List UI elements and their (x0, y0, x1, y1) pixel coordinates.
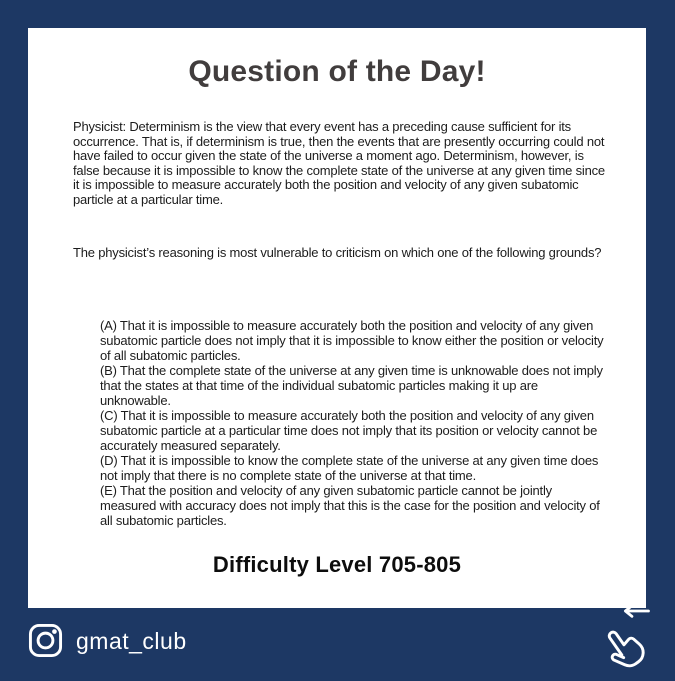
left-arrow-icon (625, 606, 648, 617)
pointing-hand-icon (600, 623, 648, 673)
passage-text: Physicist: Determinism is the view that every event has a preceding cause sufficient for its occurrence. That is, if determinism is true, then the events that are presently occurring could not have failed to occur given the state of the universe a moment ago. Determinism, however, is false because it is impossible to know the complete state of the universe at any given time since it is impossible to measure accurately both the position and velocity of any given subatomic particle at a particular time. (73, 119, 605, 207)
swipe-left-icon[interactable] (595, 598, 657, 681)
answer-choices (100, 318, 608, 528)
question-text: The physicist’s reasoning is most vulnerable to criticism on which one of the following grounds? (73, 245, 602, 260)
answer-choice-e: (E) That the position and velocity of any given subatomic particle cannot be jointly measured with accuracy does not imply that this is the case for the position and velocity of all subatomic particles. (100, 483, 600, 528)
answer-choice-a: (A) That it is impossible to measure accurately both the position and velocity of any given subatomic particle does not imply that it is impossible to know either the position or velocity of all subatomic particles. (100, 318, 604, 363)
instagram-icon (28, 623, 63, 663)
footer-bar (0, 608, 675, 675)
answer-choice-c: (C) That it is impossible to measure accurately both the position and velocity of any given subatomic particle at a particular time does not imply that its position or velocity cannot be accurately measured separately. (100, 408, 598, 453)
account-handle: gmat_club (76, 628, 187, 654)
answer-choice-d: (D) That it is impossible to know the complete state of the universe at any given time does not imply that there is no complete state of the universe at that time. (100, 453, 599, 483)
difficulty-level: Difficulty Level 705-805 (212, 552, 462, 577)
answer-choice-b: (B) That the complete state of the universe at any given time is unknowable does not imply that the states at that time of the individual subatomic particles making it up are unknowable. (100, 363, 603, 408)
page-title: Question of the Day! (188, 55, 486, 88)
question-card (28, 28, 646, 608)
